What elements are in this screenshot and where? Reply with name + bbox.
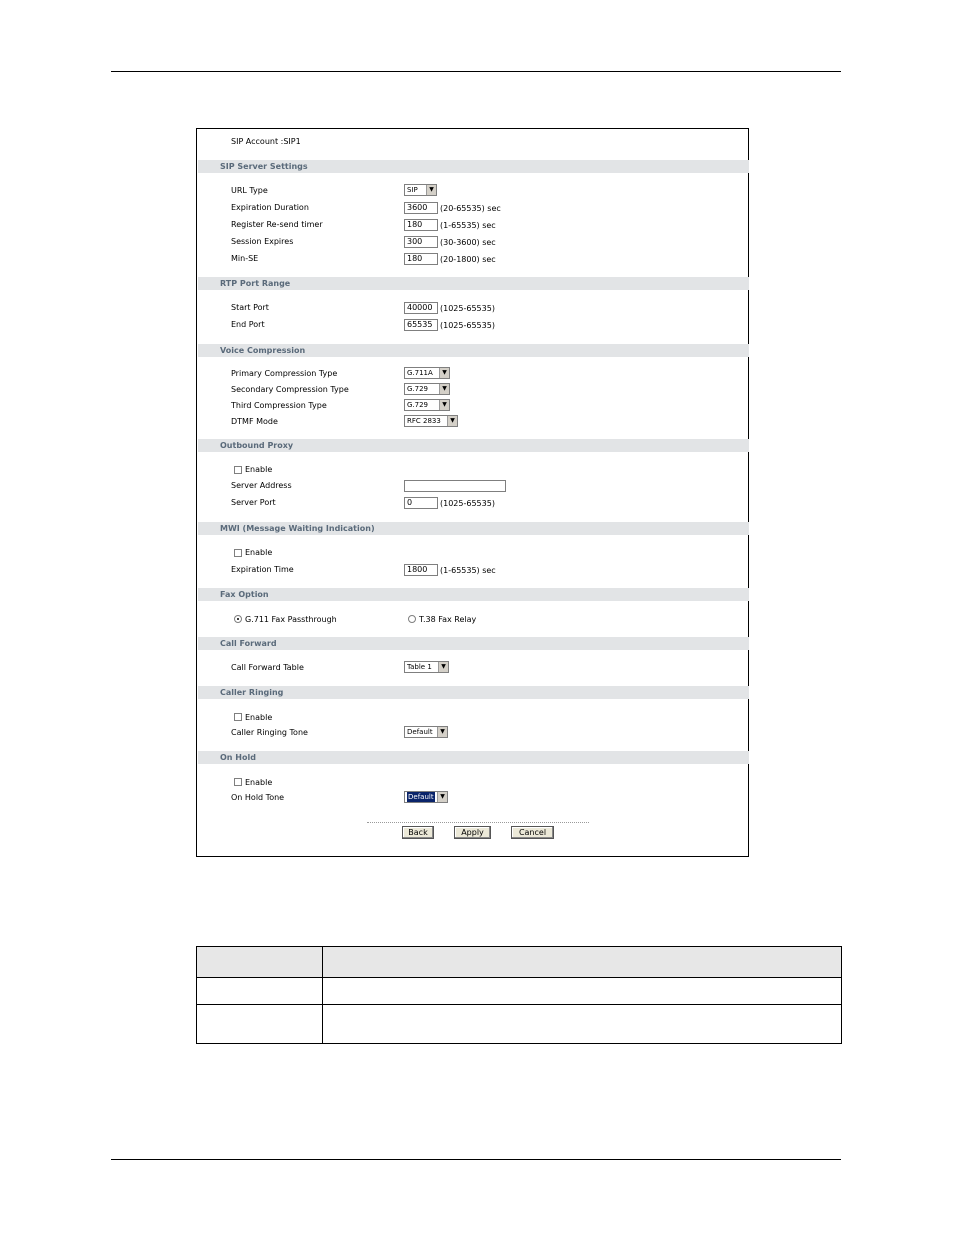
caller-ringing-tone-select[interactable]: Default ▼ [404, 726, 448, 738]
start-port-range: (1025-65535) [440, 304, 495, 313]
proxy-enable-checkbox[interactable] [234, 466, 242, 474]
min-se-input[interactable]: 180 [404, 253, 438, 265]
secondary-compression-label: Secondary Compression Type [231, 385, 349, 394]
primary-compression-select[interactable]: G.711A ▼ [404, 367, 450, 379]
table-row [197, 978, 842, 1005]
server-port-range: (1025-65535) [440, 499, 495, 508]
section-heading: RTP Port Range [220, 279, 291, 288]
mwi-enable-label: Enable [245, 548, 273, 557]
dropdown-arrow-icon: ▼ [447, 416, 457, 426]
end-port-label: End Port [231, 320, 265, 329]
fax-passthrough-label: G.711 Fax Passthrough [245, 615, 337, 624]
server-address-label: Server Address [231, 481, 292, 490]
section-heading: On Hold [220, 753, 256, 762]
back-button[interactable]: Back [402, 826, 434, 839]
caller-ringing-enable-checkbox[interactable] [234, 713, 242, 721]
section-heading: Fax Option [220, 590, 269, 599]
session-expires-label: Session Expires [231, 237, 294, 246]
dropdown-arrow-icon: ▼ [437, 792, 447, 802]
section-heading: Call Forward [220, 639, 277, 648]
section-heading: Outbound Proxy [220, 441, 294, 450]
dtmf-mode-select[interactable]: RFC 2833 ▼ [404, 415, 458, 427]
expiration-duration-range: (20-65535) sec [440, 204, 501, 213]
section-rtp-port-range [198, 277, 749, 290]
section-heading: Voice Compression [220, 346, 306, 355]
section-mwi [198, 522, 749, 535]
sip-account-panel [196, 128, 749, 857]
cancel-button[interactable]: Cancel [511, 826, 554, 839]
call-forward-table-select[interactable]: Table 1 ▼ [404, 661, 449, 673]
primary-compression-label: Primary Compression Type [231, 369, 338, 378]
sip-account-label: SIP Account : [231, 137, 284, 146]
section-heading: SIP Server Settings [220, 162, 308, 171]
table-cell [323, 978, 842, 1005]
section-heading: Caller Ringing [220, 688, 284, 697]
url-type-select[interactable]: SIP ▼ [404, 184, 437, 196]
third-compression-label: Third Compression Type [231, 401, 327, 410]
min-se-range: (20-1800) sec [440, 255, 496, 264]
description-table [196, 946, 842, 1044]
on-hold-enable-label: Enable [245, 778, 273, 787]
third-compression-select[interactable]: G.729 ▼ [404, 399, 450, 411]
sip-account-row [231, 137, 301, 147]
start-port-input[interactable]: 40000 [404, 302, 438, 314]
dropdown-arrow-icon: ▼ [426, 185, 436, 195]
proxy-enable-label: Enable [245, 465, 273, 474]
on-hold-tone-select[interactable]: Default ▼ [404, 791, 448, 803]
section-voice-compression [198, 344, 749, 357]
end-port-range: (1025-65535) [440, 321, 495, 330]
sip-account-value: SIP1 [283, 137, 301, 146]
expiration-duration-input[interactable]: 3600 [404, 202, 438, 214]
table-header-row [197, 947, 842, 978]
table-cell [197, 1005, 323, 1044]
section-call-forward [198, 637, 749, 650]
table-row [197, 1005, 842, 1044]
on-hold-tone-label: On Hold Tone [231, 793, 285, 802]
dropdown-arrow-icon: ▼ [439, 368, 449, 378]
expiration-duration-label: Expiration Duration [231, 203, 309, 212]
dropdown-arrow-icon: ▼ [437, 727, 447, 737]
table-header-cell [323, 947, 842, 978]
table-cell [323, 1005, 842, 1044]
server-address-input[interactable] [404, 480, 506, 492]
start-port-label: Start Port [231, 303, 269, 312]
fax-relay-label: T.38 Fax Relay [419, 615, 477, 624]
dropdown-arrow-icon: ▼ [439, 384, 449, 394]
mwi-expiration-input[interactable]: 1800 [404, 564, 438, 576]
dropdown-arrow-icon: ▼ [439, 400, 449, 410]
section-outbound-proxy [198, 439, 749, 452]
on-hold-enable-checkbox[interactable] [234, 778, 242, 786]
table-cell [197, 978, 323, 1005]
section-sip-server-settings [198, 160, 749, 173]
end-port-input[interactable]: 65535 [404, 319, 438, 331]
section-on-hold [198, 751, 749, 764]
session-expires-range: (30-3600) sec [440, 238, 496, 247]
mwi-enable-checkbox[interactable] [234, 549, 242, 557]
section-fax-option [198, 588, 749, 601]
server-port-label: Server Port [231, 498, 276, 507]
section-heading: MWI (Message Waiting Indication) [220, 524, 375, 533]
secondary-compression-select[interactable]: G.729 ▼ [404, 383, 450, 395]
session-expires-input[interactable]: 300 [404, 236, 438, 248]
register-resend-input[interactable]: 180 [404, 219, 438, 231]
mwi-expiration-label: Expiration Time [231, 565, 294, 574]
caller-ringing-enable-label: Enable [245, 713, 273, 722]
button-separator [367, 822, 589, 823]
register-resend-label: Register Re-send timer [231, 220, 323, 229]
url-type-label: URL Type [231, 186, 268, 195]
table-header-cell [197, 947, 323, 978]
call-forward-table-label: Call Forward Table [231, 663, 304, 672]
dtmf-mode-label: DTMF Mode [231, 417, 278, 426]
register-resend-range: (1-65535) sec [440, 221, 496, 230]
fax-passthrough-radio[interactable] [234, 615, 242, 623]
caller-ringing-tone-label: Caller Ringing Tone [231, 728, 308, 737]
apply-button[interactable]: Apply [454, 826, 491, 839]
section-caller-ringing [198, 686, 749, 699]
bottom-rule [111, 1159, 841, 1160]
server-port-input[interactable]: 0 [404, 497, 438, 509]
top-rule [111, 71, 841, 72]
min-se-label: Min-SE [231, 254, 259, 263]
fax-relay-radio[interactable] [408, 615, 416, 623]
dropdown-arrow-icon: ▼ [438, 662, 448, 672]
mwi-expiration-range: (1-65535) sec [440, 566, 496, 575]
